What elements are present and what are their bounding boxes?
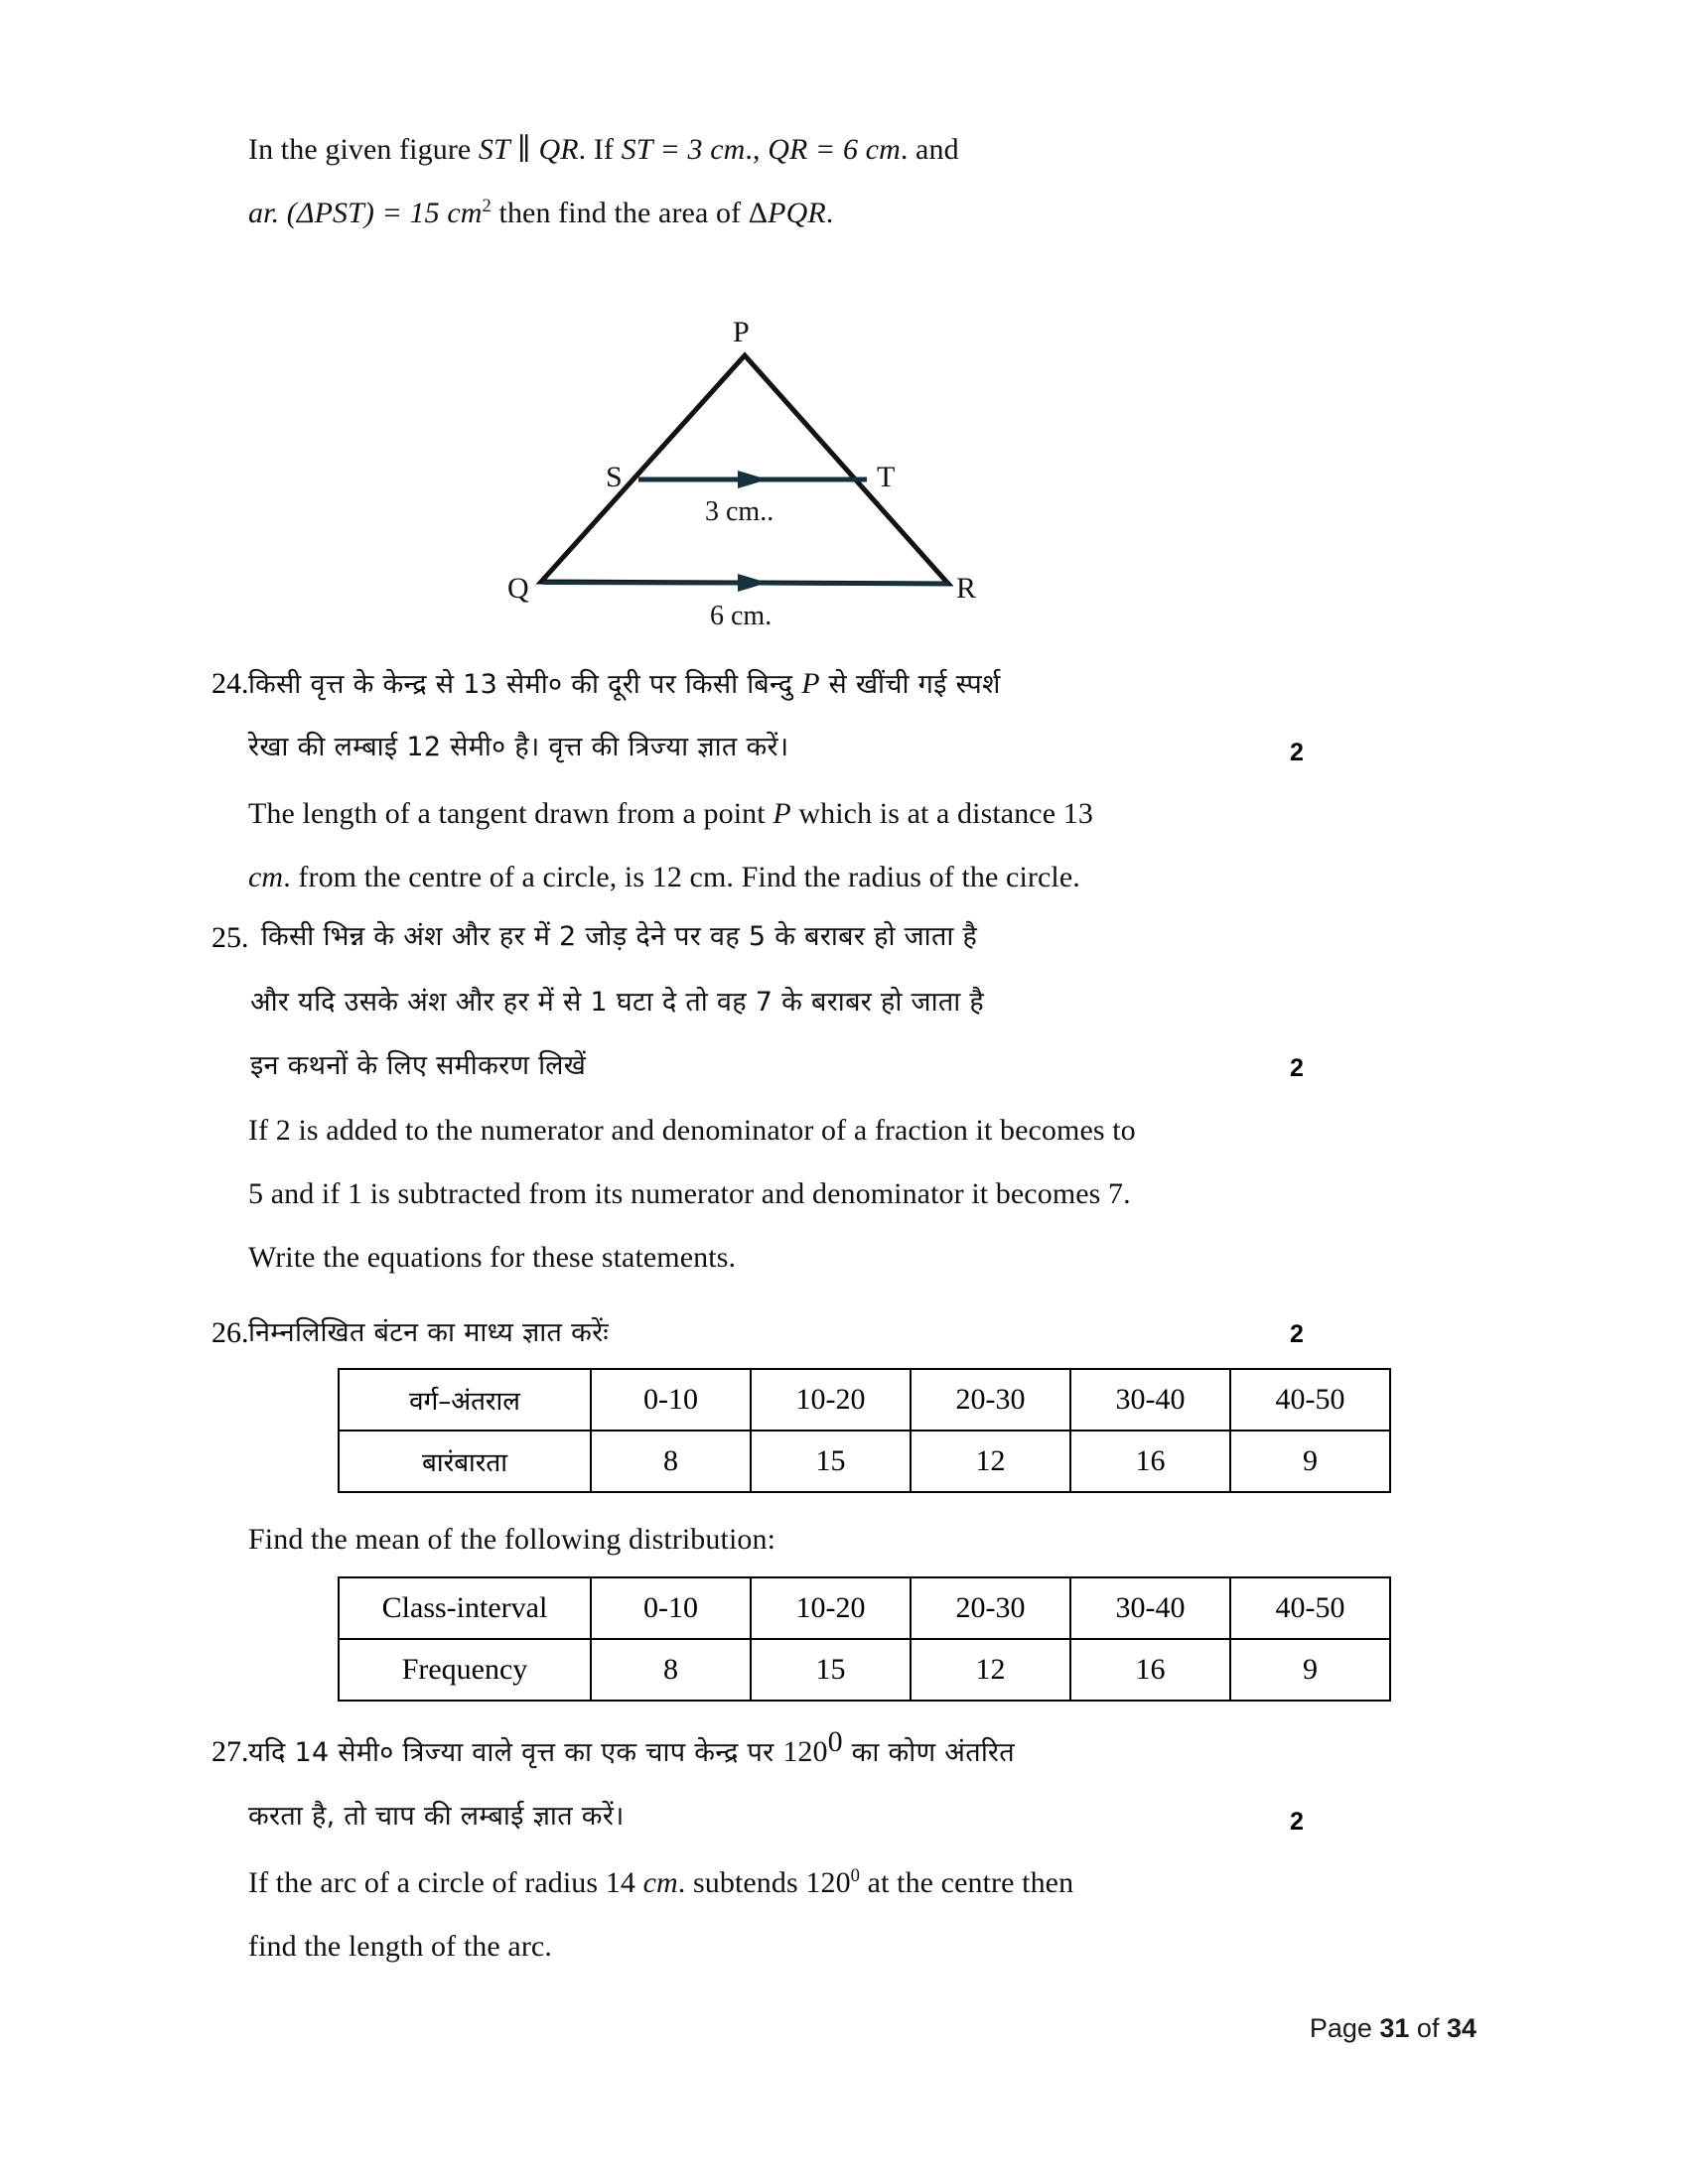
qr-value: = 6 <box>807 133 866 166</box>
question-26-hindi-prompt: निम्नलिखित बंटन का माध्य ज्ञात करेंः <box>248 1317 609 1348</box>
question-24-english-line-1 <box>248 799 1093 829</box>
hindi-table-frequency-4: 9 <box>1230 1431 1390 1492</box>
hindi-table-interval-3: 30-40 <box>1070 1369 1230 1431</box>
q24-eng-unit-cm: cm <box>248 861 284 893</box>
english-table-row-label-frequency: Frequency <box>339 1639 591 1701</box>
parallel-symbol: ∥ <box>509 133 539 166</box>
q27-eng-b: . subtends 120 <box>677 1866 851 1899</box>
hindi-table-row-label-class-interval: वर्ग–अंतराल <box>339 1369 591 1431</box>
q24-eng-a: The length of a tangent drawn from a point <box>248 797 774 830</box>
english-table-interval-3: 30-40 <box>1070 1577 1230 1639</box>
ar-function: ar <box>248 197 272 229</box>
table-row <box>339 1369 1390 1431</box>
english-distribution-table <box>338 1576 1391 1702</box>
footer-prefix: Page <box>1309 2013 1380 2043</box>
ar-value: ) = 15 <box>363 197 448 229</box>
question-27-english-line-2: find the length of the arc. <box>248 1930 552 1963</box>
footer-total-pages: 34 <box>1446 2013 1477 2043</box>
question-24-english-line-2 <box>248 863 1080 892</box>
q27-hindi-a: यदि 14 सेमी० त्रिज्या वाले वृत्त का एक चाप केन्द्र पर <box>248 1737 783 1768</box>
footer-middle: of <box>1409 2013 1447 2043</box>
english-table-frequency-3: 16 <box>1070 1639 1230 1701</box>
english-table-frequency-2: 12 <box>911 1639 1070 1701</box>
english-table-row-label-class-interval: Class-interval <box>339 1577 591 1639</box>
square-exponent: 2 <box>482 196 492 216</box>
q27-angle-value: 120 <box>782 1735 828 1768</box>
segment-qr: QR <box>538 133 579 166</box>
hindi-table-frequency-1: 15 <box>751 1431 911 1492</box>
triangle-pqr: PQR <box>768 197 826 229</box>
vertex-label-q: Q <box>507 572 529 605</box>
segment-st: ST <box>478 133 510 166</box>
figure-question-line-1 <box>248 135 959 165</box>
question-25-english-line-1: If 2 is added to the numerator and denominator of a fraction it becomes to <box>248 1114 1136 1147</box>
q24-hindi-part-a: किसी वृत्त के केन्द्र से 13 सेमी० की दूरी पर किसी बिन्दु <box>248 669 793 700</box>
vertex-label-r: R <box>956 572 977 605</box>
table-row <box>339 1431 1390 1492</box>
q24-eng-b: which is at a distance 13 <box>790 797 1093 830</box>
q24-hindi-part-b: से खींची गई स्पर्श <box>828 669 1001 700</box>
table-row <box>339 1639 1390 1701</box>
figure-question-period: . <box>825 197 834 229</box>
unit-cm-squared: cm <box>447 197 483 229</box>
segment-st-arrowhead <box>738 471 768 488</box>
english-table-interval-1: 10-20 <box>751 1577 911 1639</box>
question-25-hindi-line-2: और यदि उसके अंश और हर में से 1 घटा दे तो वह 7 के बराबर हो जाता है <box>250 987 985 1018</box>
ar-open-paren: . (Δ <box>271 197 315 229</box>
question-26-number: 26. <box>211 1316 249 1349</box>
q24-point-p-italic: P <box>801 667 820 700</box>
question-25-english-line-2: 5 and if 1 is subtracted from its numerator and denominator it becomes 7. <box>248 1177 1131 1210</box>
q27-degree-symbol: 0 <box>827 1725 843 1758</box>
hindi-table-interval-1: 10-20 <box>751 1369 911 1431</box>
question-24-hindi-line-1 <box>248 669 1001 699</box>
label-qr-length: 6 cm. <box>710 601 773 631</box>
question-26-marks: 2 <box>1290 1320 1304 1348</box>
english-table-frequency-0: 8 <box>591 1639 751 1701</box>
st-value: = 3 <box>651 133 711 166</box>
english-table-frequency-1: 15 <box>751 1639 911 1701</box>
unit-cm-1: cm <box>710 133 746 166</box>
english-table-interval-0: 0-10 <box>591 1577 751 1639</box>
question-25-hindi-line-3: इन कथनों के लिए समीकरण लिखें <box>250 1050 587 1081</box>
hindi-table-frequency-2: 12 <box>911 1431 1070 1492</box>
figure-question-line-2 <box>248 196 834 229</box>
figure-question-then: then find the area of Δ <box>491 197 769 229</box>
question-25-number: 25. <box>211 921 249 954</box>
footer-current-page: 31 <box>1379 2013 1410 2043</box>
q24-eng-line2-rest: . from the centre of a circle, is 12 cm. Find the radius of the circle. <box>283 861 1080 893</box>
question-24-marks: 2 <box>1290 739 1304 766</box>
question-27-hindi-line-1 <box>248 1725 1015 1768</box>
segment-qr-2: QR <box>768 133 808 166</box>
vertex-label-s: S <box>606 461 623 493</box>
q27-eng-a: If the arc of a circle of radius 14 <box>248 1866 643 1899</box>
vertex-label-p: P <box>733 316 750 348</box>
q24-eng-point-p: P <box>773 797 791 830</box>
segment-st-2: ST <box>621 133 652 166</box>
figure-question-line1-pre: In the given figure <box>248 133 479 166</box>
label-st-length: 3 cm.. <box>705 496 774 527</box>
table-row <box>339 1577 1390 1639</box>
hindi-table-interval-2: 20-30 <box>911 1369 1070 1431</box>
q27-hindi-b: का कोण अंतरित <box>842 1737 1015 1768</box>
unit-cm-2: cm <box>865 133 901 166</box>
question-25-marks: 2 <box>1290 1054 1304 1082</box>
figure-question-line1-end: . and <box>900 133 959 166</box>
hindi-distribution-table <box>338 1368 1391 1493</box>
figure-question-mid: . If <box>578 133 622 166</box>
english-table-interval-4: 40-50 <box>1230 1577 1390 1639</box>
question-24-hindi-line-2: रेखा की लम्बाई 12 सेमी० है। वृत्त की त्रिज्या ज्ञात करें। <box>248 732 789 762</box>
question-27-marks: 2 <box>1290 1808 1304 1836</box>
english-table-frequency-4: 9 <box>1230 1639 1390 1701</box>
hindi-table-interval-0: 0-10 <box>591 1369 751 1431</box>
question-25-hindi-line-1: किसी भिन्न के अंश और हर में 2 जोड़ देने पर वह 5 के बराबर हो जाता है <box>261 921 978 952</box>
figure-question-after-1: ., <box>745 133 769 166</box>
hindi-table-interval-4: 40-50 <box>1230 1369 1390 1431</box>
question-25-english-line-3: Write the equations for these statements. <box>248 1241 737 1274</box>
hindi-table-frequency-3: 16 <box>1070 1431 1230 1492</box>
question-27-number: 27. <box>211 1735 249 1768</box>
english-table-interval-2: 20-30 <box>911 1577 1070 1639</box>
question-27-hindi-line-2: करता है, तो चाप की लम्बाई ज्ञात करें। <box>248 1801 625 1832</box>
question-27-english-line-1 <box>248 1865 1074 1899</box>
triangle-figure <box>496 298 1013 655</box>
triangle-pst: PST <box>314 197 364 229</box>
hindi-table-frequency-0: 8 <box>591 1431 751 1492</box>
q27-eng-unit-cm: cm <box>642 1866 678 1899</box>
question-26-english-prompt: Find the mean of the following distribution: <box>248 1523 776 1556</box>
q27-eng-degree-symbol: 0 <box>850 1865 861 1886</box>
question-24-number: 24. <box>211 667 249 700</box>
page-footer <box>1310 2013 1477 2044</box>
vertex-label-t: T <box>877 461 896 493</box>
hindi-table-row-label-frequency: बारंबारता <box>339 1431 591 1492</box>
q27-eng-c: at the centre then <box>860 1866 1074 1899</box>
segment-qr-arrowhead <box>738 574 768 592</box>
